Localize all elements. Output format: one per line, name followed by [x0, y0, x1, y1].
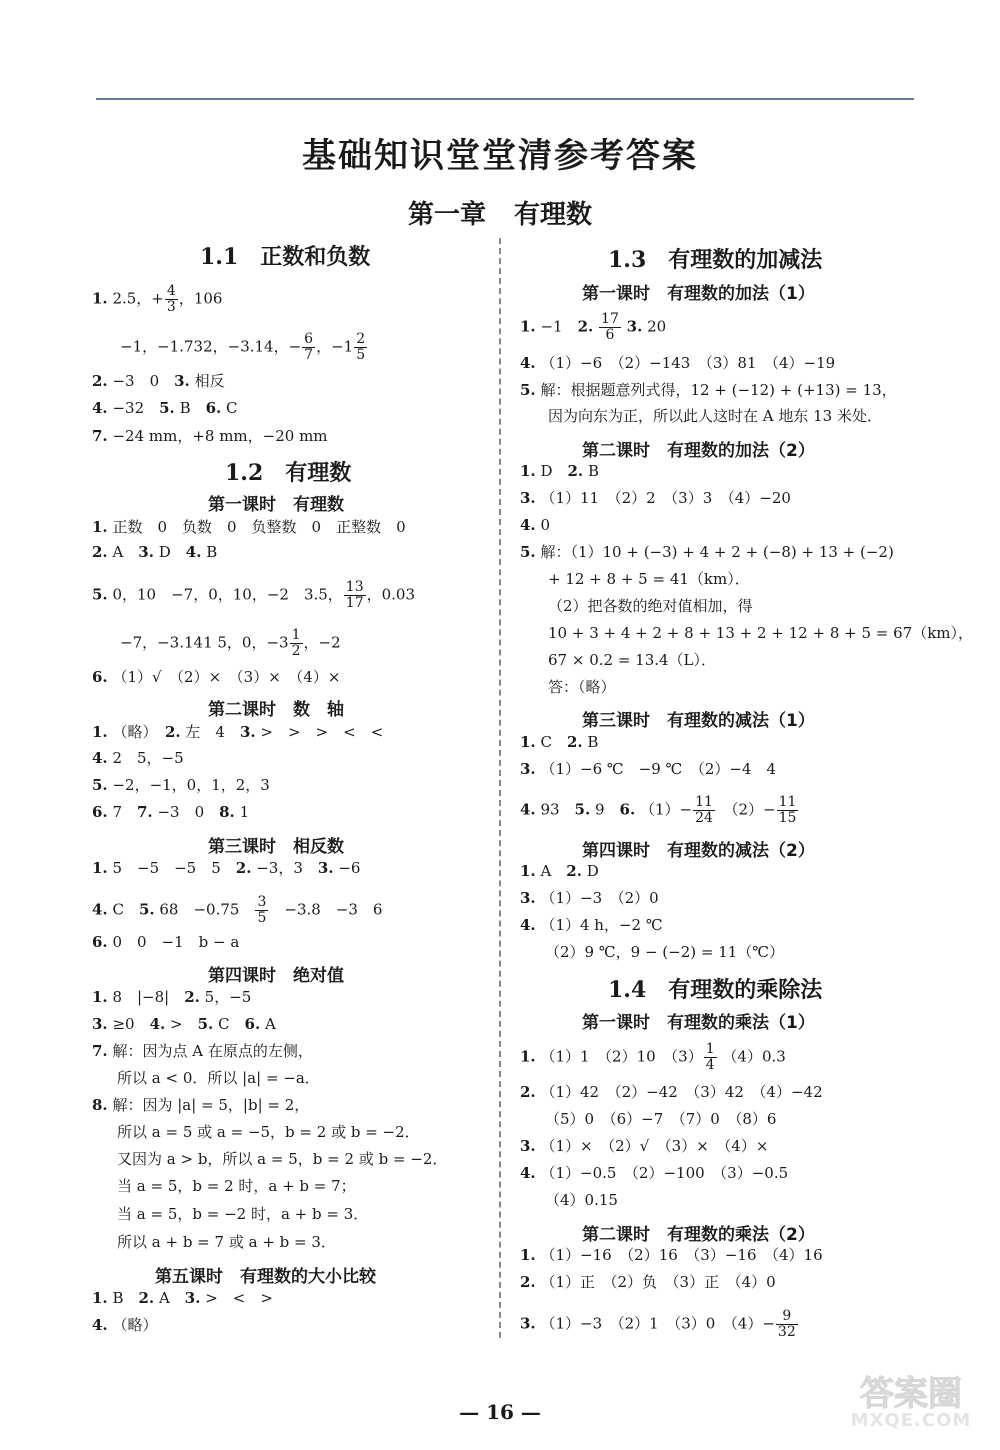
fraction: $\frac{1}{2}$ [291, 627, 301, 659]
lesson-heading: 第四课时 有理数的减法（2） [582, 841, 815, 861]
answer-line: 所以 a = 5 或 a = −5，b = 2 或 b = −2． [117, 1123, 420, 1141]
section-heading: 1.3 有理数的加减法 [608, 247, 823, 273]
answer-line: 6. 7 7. −3 0 8. 1 [92, 803, 250, 821]
answer-line: 1. （1）1 （2）10 （3） $\frac{1}{4}$ （4）0.3 [520, 1041, 786, 1073]
answer-line: 答：（略） [548, 678, 616, 696]
answer-line: （5）0 （6）−7 （7）0 （8）6 [545, 1110, 777, 1128]
page-number: — 16 — [459, 1400, 541, 1424]
watermark-text: 答案圈 [860, 1374, 962, 1414]
answer-line: 3. （1）× （2）√ （3）× （4）× [520, 1137, 769, 1155]
answer-line: 4. 2 5，−5 [92, 749, 184, 767]
answer-line: 4. −32 5. B 6. C [92, 399, 238, 417]
answer-line: 又因为 a > b，所以 a = 5，b = 2 或 b = −2． [117, 1150, 448, 1168]
answer-line: （2）把各数的绝对值相加，得 [548, 597, 753, 615]
page-title: 基础知识堂堂清参考答案 [302, 136, 698, 176]
answer-line: 3. （1）−3 （2）1 （3）0 （4）− $\frac{9}{32}$ [520, 1308, 796, 1340]
answer-line: 1. A 2. D [520, 862, 599, 880]
answer-line: 3. （1）−3 （2）0 [520, 889, 659, 907]
answer-line: 1. 正数 0 负数 0 负整数 0 正整数 0 [92, 518, 406, 536]
answer-line: 所以 a < 0．所以 |a| = −a． [117, 1069, 320, 1087]
fraction: $\frac{13}{17}$ [345, 579, 364, 611]
column-divider [499, 238, 501, 1338]
fraction: $\frac{17}{6}$ [601, 311, 619, 343]
answer-line: 7. −24 mm，+8 mm，−20 mm [92, 427, 328, 445]
answer-line: 1. −1 2. $\frac{17}{6}$ 3. 20 [520, 311, 667, 343]
fraction: $\frac{9}{32}$ [777, 1308, 796, 1340]
answer-line: 5. 0，10 −7，0，10，−2 3.5， $\frac{13}{17}$ ，0.03 [92, 579, 416, 611]
lesson-heading: 第一课时 有理数 [208, 495, 344, 515]
fraction: $\frac{6}{7}$ [304, 331, 314, 363]
chapter-heading [0, 194, 1000, 231]
answer-line: 10 + 3 + 4 + 2 + 8 + 13 + 2 + 12 + 8 + 5 = 67（km）， [548, 624, 974, 642]
lesson-heading: 第一课时 有理数的乘法（1） [582, 1013, 815, 1033]
lesson-heading: 第三课时 相反数 [208, 837, 344, 857]
fraction: $\frac{1}{4}$ [705, 1041, 715, 1073]
lesson-heading: 第二课时 有理数的加法（2） [582, 441, 815, 461]
section-heading: 1.2 有理数 [225, 460, 352, 486]
answer-line: 4. （1）−6 （2）−143 （3）81 （4）−19 [520, 354, 836, 372]
answer-line: 67 × 0.2 = 13.4（L）． [548, 651, 717, 669]
lesson-heading: 第一课时 有理数的加法（1） [582, 284, 815, 304]
answer-line: 1. B 2. A 3. > < > [92, 1289, 273, 1307]
fraction: $\frac{2}{5}$ [356, 331, 366, 363]
chapter-number: 第一章 [407, 200, 486, 230]
section-heading: 1.4 有理数的乘除法 [608, 977, 823, 1003]
answer-line: 8. 解：因为 |a| = 5，|b| = 2， [92, 1096, 310, 1114]
lesson-heading: 第二课时 有理数的乘法（2） [582, 1225, 815, 1245]
answer-line: 当 a = 5，b = −2 时，a + b = 3． [117, 1205, 369, 1223]
fraction: $\frac{4}{3}$ [166, 283, 176, 315]
chapter-name: 有理数 [514, 200, 593, 230]
answer-line: 1. 8 |−8| 2. 5，−5 [92, 988, 252, 1006]
answer-line: 2. （1）正 （2）负 （3）正 （4）0 [520, 1273, 776, 1291]
answer-line: （2）9 ℃，9 − (−2) = 11（℃） [545, 943, 785, 961]
answer-line: 4. （1）4 h，−2 ℃ [520, 916, 663, 934]
lesson-heading: 第二课时 数 轴 [208, 700, 344, 720]
answer-line: 5. −2，−1，0，1，2，3 [92, 776, 270, 794]
answer-line: 5. 解：根据题意列式得，12 + (−12) + (+13) = 13， [520, 381, 897, 399]
answer-line: 所以 a + b = 7 或 a + b = 3． [117, 1233, 336, 1251]
answer-line: 2. （1）42 （2）−42 （3）42 （4）−42 [520, 1083, 823, 1101]
answer-line: 1. （1）−16 （2）16 （3）−16 （4）16 [520, 1246, 823, 1264]
answer-line: 5. 解：（1）10 + (−3) + 4 + 2 + (−8) + 13 + (−2) [520, 543, 894, 561]
answer-line: 2. −3 0 3. 相反 [92, 372, 225, 390]
header-rule [96, 98, 914, 100]
watermark-logo [836, 1366, 986, 1436]
answer-line: 3. （1）11 （2）2 （3）3 （4）−20 [520, 489, 791, 507]
answer-line: 7. 解：因为点 A 在原点的左侧， [92, 1042, 313, 1060]
answer-line: −7，−3.141 5，0，−3 $\frac{1}{2}$ ，−2 [120, 627, 341, 659]
lesson-heading: 第四课时 绝对值 [208, 966, 344, 986]
answer-line: （4）0.15 [545, 1191, 618, 1209]
answer-line: 1. （略） 2. 左 4 3. > > > < < [92, 723, 384, 741]
fraction: $\frac{11}{15}$ [778, 794, 797, 826]
answer-line: 4. 0 [520, 516, 550, 534]
answer-line: 4. 93 5. 9 6. （1）− $\frac{11}{24}$ （2）− $\frac{11}{15}$ [520, 794, 797, 826]
answer-line: 因为向东为正，所以此人这时在 A 地东 13 米处． [548, 407, 882, 425]
answer-line: 1. 2.5，+ $\frac{4}{3}$ ，106 [92, 283, 223, 315]
answer-line: 当 a = 5，b = 2 时，a + b = 7； [117, 1177, 356, 1195]
answer-line: 4. （略） [92, 1316, 158, 1334]
answer-line: 1. C 2. B [520, 733, 599, 751]
answer-line: 1. D 2. B [520, 462, 599, 480]
answer-line: 3. ≥0 4. > 5. C 6. A [92, 1015, 276, 1033]
answer-line: 1. 5 −5 −5 5 2. −3，3 3. −6 [92, 859, 361, 877]
answer-line: + 12 + 8 + 5 = 41（km）． [548, 570, 750, 588]
lesson-heading: 第三课时 有理数的减法（1） [582, 711, 815, 731]
fraction: $\frac{11}{24}$ [695, 794, 713, 826]
answer-line: −1，−1.732，−3.14，− $\frac{6}{7}$ ，−1 $\frac{2}{5}$ [120, 331, 366, 363]
section-heading: 1.1 正数和负数 [200, 244, 371, 270]
answer-line: 2. A 3. D 4. B [92, 543, 218, 561]
watermark-url: MXQE.COM [850, 1410, 972, 1431]
answer-line: 6. （1）√ （2）× （3）× （4）× [92, 668, 341, 686]
answer-line: 4. C 5. 68 −0.75 $\frac{3}{5}$ −3.8 −3 6 [92, 894, 383, 926]
lesson-heading: 第五课时 有理数的大小比较 [155, 1267, 376, 1287]
answer-line: 3. （1）−6 ℃ −9 ℃ （2）−4 4 [520, 760, 777, 778]
answer-line: 4. （1）−0.5 （2）−100 （3）−0.5 [520, 1164, 789, 1182]
fraction: $\frac{3}{5}$ [257, 894, 267, 926]
answer-line: 6. 0 0 −1 b − a [92, 933, 240, 951]
